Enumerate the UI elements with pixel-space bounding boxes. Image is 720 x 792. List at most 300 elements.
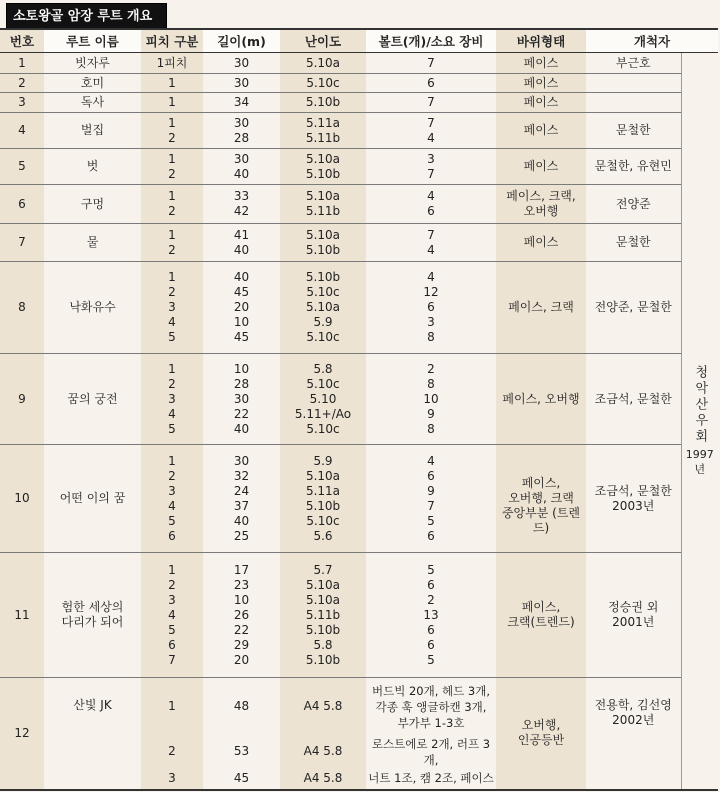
grade-value: 5.10c <box>306 513 340 528</box>
grade-value: 5.10b <box>305 242 341 257</box>
route-number: 4 <box>0 113 44 149</box>
length-value: 45 <box>233 330 250 344</box>
bolts-list <box>366 93 496 113</box>
rock-type-line: 페이스 <box>523 95 559 109</box>
pioneer-line: 전양준, 문철한 <box>594 300 672 314</box>
pitch-value: 1 <box>168 270 176 284</box>
pioneer-line: 문철한, 유현민 <box>594 159 672 173</box>
grade-value: 5.10a <box>305 189 341 203</box>
pioneer-line: 부근호 <box>615 55 651 70</box>
pitch-value: 3 <box>168 592 176 607</box>
pitch-value: 2 <box>168 242 176 257</box>
pitch-value: 6 <box>168 528 176 543</box>
bolts-value: 6 <box>427 468 435 483</box>
rock-type <box>496 53 586 74</box>
pioneer <box>586 678 681 790</box>
bolts-list <box>366 113 496 149</box>
route-number: 3 <box>0 93 44 113</box>
header-route-name: 루트 이름 <box>44 29 141 53</box>
pitch-value: 1 <box>168 361 176 376</box>
route-name <box>44 74 141 93</box>
table-row <box>0 262 718 354</box>
route-number: 9 <box>0 354 44 445</box>
grade-value: 5.10b <box>305 622 341 637</box>
length-value: 37 <box>233 498 250 513</box>
length-list <box>203 224 280 262</box>
grade-value: 5.10a <box>305 227 341 242</box>
pioneer <box>586 113 681 149</box>
grade-value: 5.9 <box>313 453 333 468</box>
pitch-value: 5 <box>168 330 176 344</box>
grade-value: A4 5.8 <box>280 768 366 790</box>
pioneer <box>586 445 681 553</box>
length-value: 28 <box>233 376 250 391</box>
pitch-value: 2 <box>168 376 176 391</box>
bolts-list <box>366 224 496 262</box>
bolts-value: 13 <box>423 607 439 622</box>
length-value: 48 <box>203 678 280 736</box>
pioneer-line: 조금석, 문철한 <box>594 483 672 498</box>
rock-type-line: 페이스 <box>523 75 559 90</box>
grade-value: 5.7 <box>313 562 333 577</box>
bolts-value: 6 <box>427 577 435 592</box>
table-row <box>0 445 718 553</box>
pitch-value: 4 <box>168 498 176 513</box>
rock-type <box>496 113 586 149</box>
pitch-value: 1 <box>141 678 203 736</box>
pitch-value: 1 <box>168 75 176 90</box>
rock-type <box>496 262 586 354</box>
route-name-line: 벌집 <box>80 123 105 137</box>
grade-value: 5.10c <box>306 330 340 344</box>
length-value: 10 <box>233 315 250 329</box>
rock-type <box>496 678 586 790</box>
rock-type-line: 인공등반 <box>517 733 565 748</box>
gear-list <box>366 768 496 790</box>
grade-value: 5.8 <box>313 637 333 652</box>
length-value: 32 <box>233 468 250 483</box>
length-list <box>203 74 280 93</box>
pitch-value: 4 <box>168 607 176 622</box>
pitch-value: 1 <box>168 227 176 242</box>
pitch-value: 3 <box>141 768 203 790</box>
length-list <box>203 113 280 149</box>
pioneer <box>586 354 681 445</box>
grade-value: 5.10c <box>306 285 340 299</box>
pitch-value: 2 <box>168 285 176 299</box>
bolts-value: 12 <box>423 285 439 299</box>
rock-type-line: 크랙(트렌드) <box>507 615 575 629</box>
rock-type-line: 중앙부분 (트렌드) <box>501 506 581 535</box>
pitch-value: 1 <box>168 453 176 468</box>
pitch-value: 3 <box>168 391 176 406</box>
pitch-value: 1피치 <box>156 55 188 70</box>
pioneer <box>586 185 681 224</box>
length-list <box>203 185 280 224</box>
length-value: 45 <box>233 770 250 785</box>
gear-line: 로스트에로 2개, 러프 3개, <box>371 736 491 767</box>
table-row <box>0 224 718 262</box>
pitch-value: 7 <box>168 652 176 667</box>
bolts-list <box>366 53 496 74</box>
pioneer-line: 문철한 <box>615 123 651 137</box>
grade-list <box>280 149 366 185</box>
table-row <box>0 53 718 74</box>
table-row <box>0 113 718 149</box>
grade-value: 5.10a <box>305 55 341 70</box>
route-number: 12 <box>0 678 44 790</box>
rock-type <box>496 553 586 678</box>
bolts-value: 7 <box>427 166 435 181</box>
bolts-value: 10 <box>423 391 439 406</box>
length-list <box>203 445 280 553</box>
pitch-value: 5 <box>168 513 176 528</box>
bolts-value: 6 <box>427 622 435 637</box>
gear-list <box>366 678 496 736</box>
table-row <box>0 553 718 678</box>
rock-type-line: 오버행 <box>523 204 559 218</box>
header-pioneer: 개척자 <box>586 29 718 53</box>
length-value: 40 <box>233 166 250 181</box>
grade-list <box>280 553 366 678</box>
route-name-line: 물 <box>86 235 99 249</box>
pitch-value: 6 <box>168 637 176 652</box>
bolts-list <box>366 74 496 93</box>
length-value: 10 <box>233 592 250 607</box>
bolts-value: 6 <box>427 75 435 90</box>
pioneer <box>586 553 681 678</box>
pitch-list <box>141 74 203 93</box>
table-row <box>0 354 718 445</box>
rock-type-line: 페이스, <box>521 600 561 614</box>
length-value: 20 <box>233 300 250 314</box>
bolts-value: 5 <box>427 513 435 528</box>
route-name-line: 다리가 되어 <box>61 615 124 629</box>
grade-value: 5.11b <box>305 204 341 218</box>
length-value: 30 <box>233 55 250 70</box>
rock-type-line: 오버행, 크랙 <box>508 491 574 505</box>
pitch-list <box>141 149 203 185</box>
grade-list <box>280 262 366 354</box>
pitch-value: 2 <box>168 468 176 483</box>
grade-value: 5.10b <box>305 95 341 109</box>
bolts-value: 7 <box>427 498 435 513</box>
grade-value: 5.11a <box>305 115 341 130</box>
grade-value: 5.10a <box>305 468 341 483</box>
bolts-list <box>366 262 496 354</box>
route-number: 7 <box>0 224 44 262</box>
bolts-value: 7 <box>427 55 435 70</box>
route-name <box>44 445 141 553</box>
gear-line: 너트 1조, 캠 2조, 페이스 <box>368 771 494 785</box>
grade-value: 5.10b <box>305 166 341 181</box>
bolts-list <box>366 354 496 445</box>
length-value: 30 <box>233 453 250 468</box>
route-table <box>0 28 718 791</box>
grade-value: 5.10c <box>306 376 340 391</box>
grade-value: 5.11a <box>305 483 341 498</box>
table-row <box>0 149 718 185</box>
grade-value: 5.8 <box>313 361 333 376</box>
length-value: 30 <box>233 115 250 130</box>
length-value: 33 <box>233 189 250 203</box>
pitch-value: 1 <box>168 95 176 109</box>
rock-type-line: 페이스, 오버행 <box>502 391 580 406</box>
grade-value: 5.11b <box>305 607 341 622</box>
grade-value: 5.10a <box>305 592 341 607</box>
length-value: 22 <box>233 406 250 421</box>
route-number: 10 <box>0 445 44 553</box>
grade-value: 5.10 <box>309 391 337 406</box>
rock-type-line: 페이스 <box>523 235 559 249</box>
grade-value: 5.10a <box>305 151 341 166</box>
pitch-list <box>141 445 203 553</box>
length-value: 41 <box>233 227 250 242</box>
length-value: 24 <box>233 483 250 498</box>
route-name-line: 어떤 이의 꿈 <box>59 491 126 505</box>
pitch-list <box>141 354 203 445</box>
route-name-line: 험한 세상의 <box>61 600 124 614</box>
route-name-line: 벗 <box>86 159 99 173</box>
rock-type-line: 페이스, 크랙, <box>506 189 576 203</box>
bolts-value: 5 <box>427 652 435 667</box>
grade-list <box>280 53 366 74</box>
pitch-list <box>141 93 203 113</box>
route-name <box>44 113 141 149</box>
pitch-value: 2 <box>141 736 203 768</box>
header-pitch: 피치 구분 <box>141 29 203 53</box>
rock-type-line: 페이스 <box>523 123 559 137</box>
rock-type <box>496 445 586 553</box>
grade-value: 5.10c <box>306 75 340 90</box>
bolts-value: 4 <box>427 189 435 203</box>
length-list <box>203 553 280 678</box>
pitch-value: 5 <box>168 622 176 637</box>
bolts-value: 9 <box>427 406 435 421</box>
length-value: 28 <box>233 130 250 145</box>
pitch-value: 3 <box>168 483 176 498</box>
route-name-line: 빗자루 <box>75 55 110 70</box>
pitch-value: 1 <box>168 562 176 577</box>
length-value: 30 <box>233 75 250 90</box>
rock-type <box>496 354 586 445</box>
pitch-value: 3 <box>168 300 176 314</box>
route-name <box>44 262 141 354</box>
grade-list <box>280 93 366 113</box>
length-value: 22 <box>233 622 250 637</box>
length-value: 53 <box>233 744 250 758</box>
club-credit <box>681 53 718 790</box>
bolts-value: 2 <box>427 592 435 607</box>
pitch-value: 1 <box>168 189 176 203</box>
route-name <box>44 354 141 445</box>
bolts-value: 3 <box>427 151 435 166</box>
bolts-value: 9 <box>427 483 435 498</box>
pitch-value: 2 <box>168 130 176 145</box>
gear-line: 부가부 1-3호 <box>397 715 465 730</box>
bolts-list <box>366 149 496 185</box>
pioneer-line: 정승권 외 <box>608 600 659 614</box>
rock-type <box>496 93 586 113</box>
pitch-list <box>141 262 203 354</box>
grade-list <box>280 74 366 93</box>
length-value: 40 <box>233 270 250 284</box>
pitch-list <box>141 553 203 678</box>
bolts-value: 4 <box>427 242 435 257</box>
length-value: 23 <box>233 577 250 592</box>
pitch-list <box>141 185 203 224</box>
table-title: 소토왕골 암장 루트 개요 <box>6 3 167 30</box>
length-value: 40 <box>233 421 250 436</box>
length-list <box>203 53 280 74</box>
grade-value: 5.10b <box>305 498 341 513</box>
grade-value: 5.11+/Ao <box>294 406 352 421</box>
grade-list <box>280 354 366 445</box>
pioneer <box>586 53 681 74</box>
grade-value: 5.10c <box>306 421 340 436</box>
gear-line: 각종 훅 앵글하캔 3개, <box>375 699 487 714</box>
pitch-value: 2 <box>168 166 176 181</box>
pioneer-line: 2003년 <box>612 498 655 513</box>
pioneer <box>586 74 681 93</box>
route-name <box>44 224 141 262</box>
header-grade: 난이도 <box>280 29 366 53</box>
pitch-value: 4 <box>168 315 176 329</box>
bolts-value: 8 <box>427 421 435 436</box>
pitch-value: 2 <box>168 204 176 218</box>
bolts-value: 4 <box>427 270 435 284</box>
grade-value: 5.10a <box>305 300 341 314</box>
length-value: 20 <box>233 652 250 667</box>
bolts-value: 6 <box>427 637 435 652</box>
club-year: 1997년 <box>685 447 714 476</box>
grade-list <box>280 445 366 553</box>
grade-value: 5.6 <box>313 528 333 543</box>
pitch-value: 5 <box>168 421 176 436</box>
header-bolts: 볼트(개)/소요 장비 <box>366 29 496 53</box>
rock-type <box>496 185 586 224</box>
pioneer <box>586 224 681 262</box>
length-value: 30 <box>233 391 250 406</box>
bolts-value: 4 <box>427 130 435 145</box>
bolts-value: 6 <box>427 204 435 218</box>
bolts-value: 2 <box>427 361 435 376</box>
pitch-list <box>141 224 203 262</box>
route-number: 1 <box>0 53 44 74</box>
rock-type-line: 페이스 <box>523 159 559 173</box>
header-no: 번호 <box>0 29 44 53</box>
length-value: 10 <box>233 361 250 376</box>
route-number: 5 <box>0 149 44 185</box>
length-list <box>203 262 280 354</box>
length-value: 17 <box>233 562 250 577</box>
route-name <box>44 149 141 185</box>
gear-list <box>366 736 496 768</box>
table-row <box>0 74 718 93</box>
grade-value: 5.11b <box>305 130 341 145</box>
bolts-list <box>366 445 496 553</box>
pioneer <box>586 149 681 185</box>
rock-type-line: 페이스 <box>523 55 559 70</box>
grade-value: 5.10a <box>305 577 341 592</box>
rock-type <box>496 74 586 93</box>
pioneer-line: 전양준 <box>615 196 651 211</box>
length-value: 42 <box>233 204 250 218</box>
bolts-value: 6 <box>427 300 435 314</box>
rock-type <box>496 224 586 262</box>
length-value: 34 <box>233 95 250 109</box>
length-list <box>203 93 280 113</box>
route-name <box>44 553 141 678</box>
length-value: 40 <box>233 242 250 257</box>
club-credit-text <box>682 365 719 477</box>
grade-value: 5.10b <box>305 270 341 284</box>
pioneer-line: 전용학, 김선영 <box>594 698 672 712</box>
pitch-value: 1 <box>168 115 176 130</box>
grade-value: A4 5.8 <box>280 678 366 736</box>
pitch-value: 2 <box>168 577 176 592</box>
bolts-value: 6 <box>427 528 435 543</box>
route-name-line: 꿈의 궁전 <box>67 391 118 406</box>
grade-value: A4 5.8 <box>280 736 366 768</box>
bolts-value: 7 <box>427 227 435 242</box>
pioneer-line: 조금석, 문철한 <box>594 391 672 406</box>
pioneer-line: 2001년 <box>612 615 655 629</box>
route-name-empty <box>44 736 141 768</box>
grade-list <box>280 185 366 224</box>
pitch-value: 1 <box>168 151 176 166</box>
route-name <box>44 93 141 113</box>
route-number: 8 <box>0 262 44 354</box>
gear-line: 버드빅 20개, 헤드 3개, <box>372 683 490 698</box>
pioneer <box>586 93 681 113</box>
length-value: 30 <box>233 151 250 166</box>
route-name-line: 낙화유수 <box>69 300 116 314</box>
table-row <box>0 185 718 224</box>
rock-type-line: 페이스, <box>521 476 561 490</box>
bolts-list <box>366 553 496 678</box>
length-value: 45 <box>233 285 250 299</box>
header-length: 길이(m) <box>203 29 280 53</box>
route-number: 6 <box>0 185 44 224</box>
rock-type-line: 오버행, <box>521 718 561 733</box>
club-name: 청악산우회 <box>692 364 708 445</box>
grade-list <box>280 113 366 149</box>
pioneer-line: 2002년 <box>612 713 655 727</box>
bolts-value: 8 <box>427 376 435 391</box>
length-list <box>203 149 280 185</box>
rock-type <box>496 149 586 185</box>
route-name-line: 구멍 <box>80 196 105 211</box>
bolts-value: 8 <box>427 330 435 344</box>
pioneer <box>586 262 681 354</box>
pitch-value: 4 <box>168 406 176 421</box>
route-name: 산빛 JK <box>44 678 141 736</box>
route-name-empty <box>44 768 141 790</box>
rock-type-line: 페이스, 크랙 <box>508 300 574 314</box>
length-list <box>203 354 280 445</box>
pitch-list <box>141 53 203 74</box>
grade-value: 5.9 <box>313 315 333 329</box>
header-row <box>0 29 718 53</box>
route-name-line: 호미 <box>80 75 105 90</box>
length-value: 25 <box>233 528 250 543</box>
route-number: 2 <box>0 74 44 93</box>
route-name-line: 독사 <box>80 95 105 109</box>
table-row <box>0 93 718 113</box>
bolts-value: 7 <box>427 95 435 109</box>
route-name <box>44 53 141 74</box>
